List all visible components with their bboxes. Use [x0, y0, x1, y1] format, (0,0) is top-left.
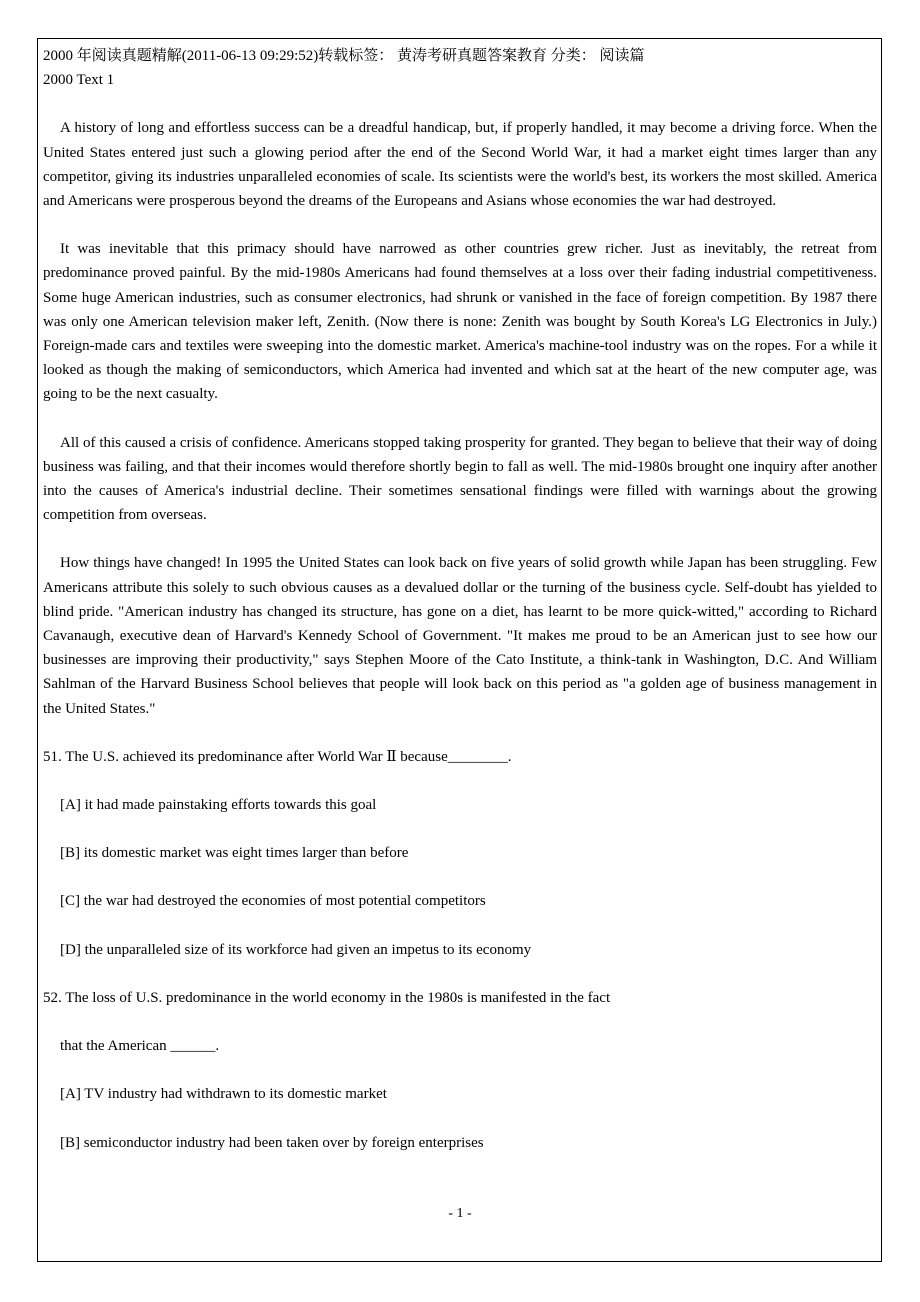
article-header: 2000 年阅读真题精解(2011-06-13 09:29:52)转载标签： 黄涛考研真题答案教育 分类： 阅读篇: [43, 48, 645, 64]
question-51-stem: 51. The U.S. achieved its predominance after World War Ⅱ because________.: [43, 748, 512, 765]
question-52-option-a: [A] TV industry had withdrawn to its domestic market: [60, 1086, 387, 1103]
question-52-option-b: [B] semiconductor industry had been taken over by foreign enterprises: [60, 1134, 484, 1151]
text-title: 2000 Text 1: [43, 72, 115, 89]
paragraph-1: A history of long and effortless success can be a dreadful handicap, but, if properly handled, it may become a driving force. When the United States entered just such a glowing period after the end of the Second World War, it had a market eight times larger than any competitor, giving its industries unparalleled economies of scale. Its scientists were the world's best, its workers the most skilled. America and Americans were prosperous beyond the dreams of the Europeans and Asians whose economies the war had destroyed.: [43, 120, 877, 210]
paragraph-2: It was inevitable that this primacy should have narrowed as other countries grew richer. Just as inevitably, the retreat from predominance proved painful. By the mid-1980s Americans had found themselves at a loss over their fading industrial competitiveness. Some huge American industries, such as consumer electronics, had shrunk or vanished in the face of foreign competition. By 1987 there was only one American television maker left, Zenith. (Now there is none: Zenith was bought by South Korea's LG Electronics in July.) Foreign-made cars and textiles were sweeping into the domestic market. America's machine-tool industry was on the ropes. For a while it looked as though the making of semiconductors, which America had invented and which sat at the heart of the new computer age, was going to be the next casualty.: [43, 241, 877, 403]
paragraph-4: How things have changed! In 1995 the United States can look back on five years of solid growth while Japan has been struggling. Few Americans attribute this solely to such obvious causes as a devalued dollar or the turning of the business cycle. Self-doubt has yielded to blind pride. "American industry has changed its structure, has gone on a diet, has learnt to be more quick-witted," according to Richard Cavanaugh, executive dean of Harvard's Kennedy School of Government. "It makes me proud to be an American just to see how our businesses are improving their productivity," says Stephen Moore of the Cato Institute, a think-tank in Washington, D.C. And William Sahlman of the Harvard Business School believes that people will look back on this period as "a golden age of business management in the United States.": [43, 555, 877, 717]
question-51-option-a: [A] it had made painstaking efforts towards this goal: [60, 797, 377, 814]
page-number: - 1 -: [448, 1206, 472, 1221]
document-body: [43, 44, 877, 1155]
question-52-stem-continued: that the American ______.: [60, 1038, 220, 1055]
question-52-stem: 52. The loss of U.S. predominance in the world economy in the 1980s is manifested in the fact: [43, 989, 611, 1006]
paragraph-3: All of this caused a crisis of confidence. Americans stopped taking prosperity for granted. They began to believe that their way of doing business was failing, and that their incomes would therefore shortly begin to fall as well. The mid-1980s brought one inquiry after another into the causes of America's industrial decline. Their sometimes sensational findings were filled with warnings about the growing competition from overseas.: [43, 434, 877, 524]
question-51-option-c: [C] the war had destroyed the economies of most potential competitors: [60, 893, 486, 910]
question-51-option-d: [D] the unparalleled size of its workforce had given an impetus to its economy: [60, 941, 532, 958]
question-51-option-b: [B] its domestic market was eight times larger than before: [60, 845, 409, 862]
